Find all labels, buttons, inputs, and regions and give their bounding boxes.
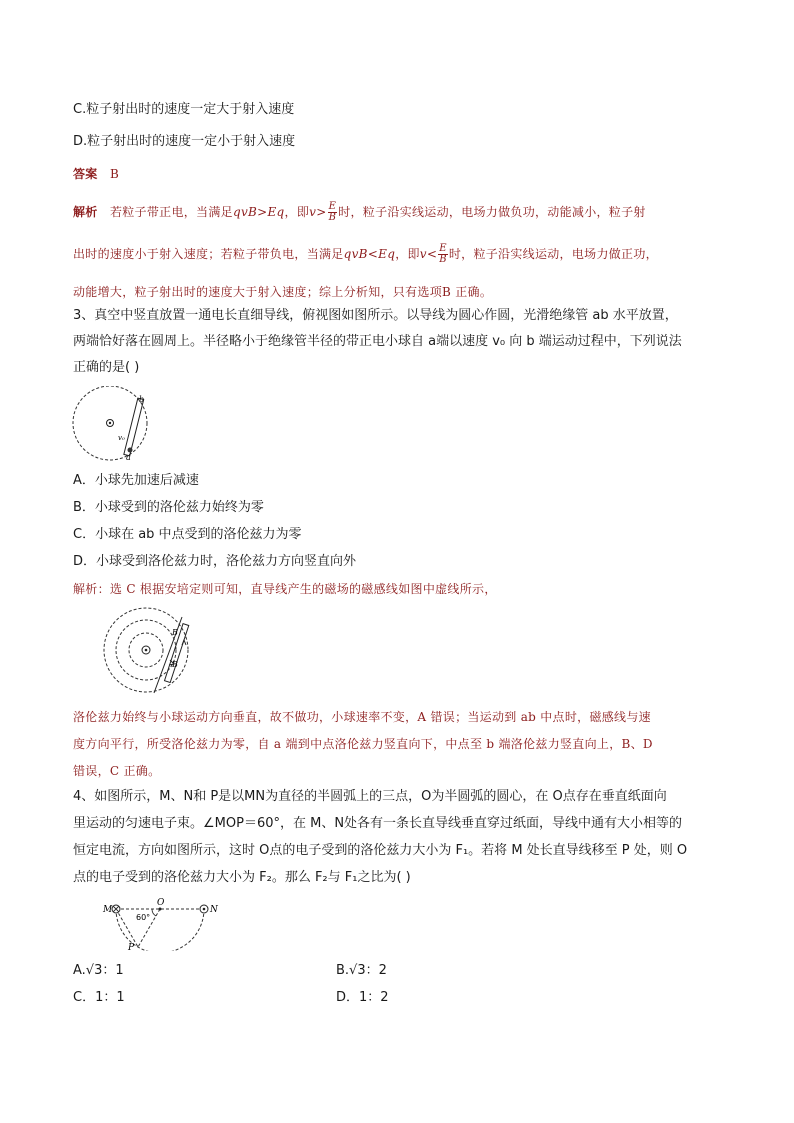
analysis-line-2: [73, 244, 658, 265]
wire-dot: [203, 908, 206, 911]
answer-line: [73, 164, 119, 184]
chord-mp: [116, 909, 138, 947]
q3-stem-1: 3、真空中竖直放置一通电长直细导线，俯视图如图所示。以导线为圆心作圆，光滑绝缘管 ab 水平放置，: [73, 308, 678, 323]
analysis-label: 解析: [73, 205, 98, 219]
charged-ball: [128, 448, 133, 453]
fraction-denominator: B: [328, 212, 337, 223]
label-angle: 60°: [136, 913, 151, 922]
q3-option-a: A．小球先加速后减速: [73, 473, 199, 488]
fraction-numerator: E: [439, 243, 447, 254]
answer-value: B: [109, 167, 120, 181]
analysis-text: 时，粒子沿实线运动，电场力做负功，动能减小，粒子射: [338, 205, 646, 219]
label-n: N: [210, 905, 218, 915]
analysis-line-1: [73, 202, 646, 223]
label-b: b: [139, 395, 145, 404]
q3-analysis-3: 度方向平行，所受洛伦兹力为零，自 a 端到中点洛伦兹力竖直向下，中点至 b 端洛伦兹力竖直向上，B、D: [73, 737, 653, 751]
q3-option-b: B．小球受到的洛伦兹力始终为零: [73, 500, 264, 515]
analysis-text: ，即: [395, 247, 420, 261]
fraction-numerator: E: [328, 201, 337, 212]
q3-option-c: C．小球在 ab 中点受到的洛伦兹力为零: [73, 527, 302, 542]
analysis-formula: qvB<Eq: [343, 247, 396, 261]
fraction-denominator: B: [439, 254, 447, 265]
q4-option-a: A.√3：1: [73, 963, 124, 978]
fraction-e-over-b: [328, 202, 338, 223]
analysis-formula: v<: [419, 247, 438, 261]
label-v0: v₀: [118, 434, 125, 442]
label-a: a: [126, 453, 131, 462]
q4-option-d: D．1：2: [336, 990, 389, 1005]
analysis-text: 若粒子带正电，当满足: [109, 205, 233, 219]
option-c: C.粒子射出时的速度一定大于射入速度: [73, 102, 295, 117]
q3-stem-3: 正确的是( ): [73, 360, 140, 375]
q3-analysis-2: 洛伦兹力始终与小球运动方向垂直，故不做功，小球速率不变，A 错误；当运动到 ab 中点时，磁感线与速: [73, 710, 651, 724]
wire-dot: [145, 649, 148, 652]
q4-stem-2: 里运动的匀速电子束。∠MOP＝60°，在 M、N处各有一条长直导线垂直穿过纸面，导线中通有大小相等的: [73, 816, 683, 831]
q3-figure: [70, 386, 160, 462]
option-d: D.粒子射出时的速度一定小于射入速度: [73, 134, 296, 149]
q3-analysis-4: 错误，C 正确。: [73, 764, 161, 778]
label-field-b-top: B: [172, 628, 178, 637]
q4-stem-3: 恒定电流，方向如图所示，这时 O点的电子受到的洛伦兹力大小为 F₁。若将 M 处长直导线移至 P 处，则 O: [73, 843, 688, 858]
analysis-text: ，即: [284, 205, 310, 219]
q4-figure: [100, 895, 220, 951]
q3-analysis-1: 解析：选 C 根据安培定则可知，直导线产生的磁场的磁感线如图中虚线所示，: [73, 582, 497, 596]
fraction-e-over-b: [438, 244, 448, 265]
angle-arc: [152, 909, 156, 916]
q4-stem-1: 4、如图所示，M、N和 P是以MN为直径的半圆弧上的三点，O为半圆弧的圆心，在 O点存在垂直纸面向: [73, 789, 667, 804]
label-field-b-bottom: B: [172, 660, 178, 669]
q3-analysis-figure: [102, 605, 196, 695]
q4-option-b: B.√3：2: [336, 963, 387, 978]
analysis-formula: v>: [309, 205, 327, 219]
analysis-line-3: 动能增大，粒子射出时的速度大于射入速度；综上分析知，只有选项B 正确。: [73, 285, 493, 299]
q3-stem-2: 两端恰好落在圆周上。半径略小于绝缘管半径的带正电小球自 a端以速度 v₀ 向 b 端运动过程中，下列说法: [73, 334, 682, 349]
analysis-text: 时，粒子沿实线运动，电场力做正功，: [448, 247, 658, 261]
wire-dot: [109, 422, 111, 424]
analysis-formula: qvB>Eq: [232, 205, 285, 219]
insulating-tube: [124, 398, 144, 456]
q3-option-d: D．小球受到洛伦兹力时，洛伦兹力方向竖直向外: [73, 554, 357, 569]
label-o: O: [157, 898, 165, 908]
analysis-text: 出时的速度小于射入速度；若粒子带负电，当满足: [73, 247, 344, 261]
label-m: M: [103, 905, 113, 915]
arrow-up-icon: [182, 640, 186, 645]
label-p: P: [128, 943, 135, 951]
answer-label: 答案: [73, 167, 98, 181]
q4-option-c: C．1：1: [73, 990, 125, 1005]
q4-stem-4: 点的电子受到的洛伦兹力大小为 F₂。那么 F₂与 F₁之比为( ): [73, 870, 411, 885]
